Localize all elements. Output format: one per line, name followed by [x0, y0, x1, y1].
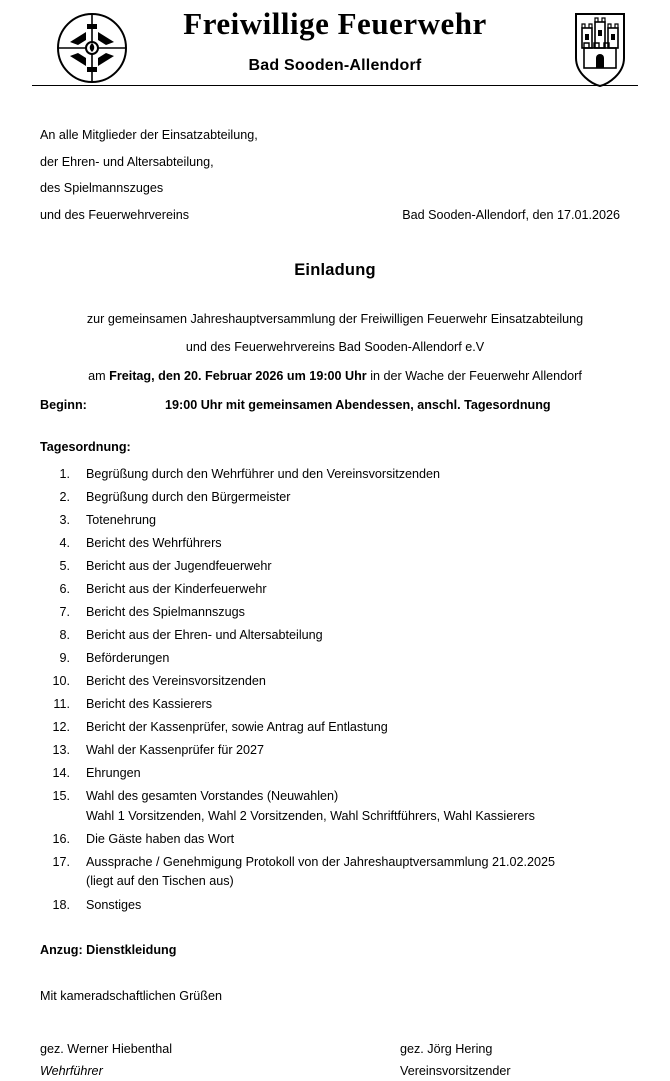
agenda-text: Totenehrung	[86, 513, 157, 528]
agenda-number: 11.	[53, 697, 70, 712]
document-page	[0, 6, 670, 1078]
place-and-date: Bad Sooden-Allendorf, den 17.01.2026	[402, 207, 620, 222]
recipient-line: der Ehren- und Altersabteilung,	[40, 154, 214, 169]
header-divider	[32, 85, 638, 86]
agenda-text: Bericht der Kassenprüfer, sowie Antrag auf Entlastung	[86, 720, 388, 735]
intro-block	[40, 310, 630, 387]
agenda-text: Begrüßung durch den Bürgermeister	[86, 490, 291, 505]
date-highlight: Freitag, den 20. Februar 2026 um 19:00 Uhr	[109, 368, 367, 383]
agenda-number: 5.	[59, 559, 70, 574]
start-time-label: Beginn:	[40, 398, 87, 413]
agenda-number: 4.	[59, 536, 70, 551]
document-heading: Einladung	[294, 261, 376, 280]
agenda-number: 10.	[52, 674, 70, 689]
agenda-number: 2.	[59, 490, 70, 505]
agenda-number: 12.	[52, 720, 70, 735]
agenda-number: 14.	[52, 766, 70, 781]
agenda-item	[40, 603, 630, 623]
organization-subtitle: Bad Sooden-Allendorf	[248, 56, 422, 74]
agenda-item	[40, 830, 630, 850]
agenda-number: 15.	[52, 789, 70, 804]
agenda-item	[40, 853, 630, 892]
letter-body	[40, 126, 630, 1081]
recipient-line: des Spielmannszuges	[40, 181, 164, 196]
agenda-item	[40, 511, 630, 531]
agenda-item	[40, 534, 630, 554]
agenda-item	[40, 787, 630, 826]
agenda-text: Aussprache / Genehmigung Protokoll von der Jahreshauptversammlung 21.02.2025	[86, 854, 556, 869]
start-time-row	[40, 396, 630, 416]
agenda-subtext: (liegt auf den Tischen aus)	[86, 874, 234, 889]
recipient-date-row	[40, 206, 630, 233]
letterhead	[32, 8, 638, 100]
agenda-item	[40, 626, 630, 646]
agenda-item	[40, 649, 630, 669]
fire-brigade-emblem-icon	[56, 12, 128, 84]
agenda-text: Begrüßung durch den Wehrführer und den Vereinsvorsitzenden	[86, 467, 441, 482]
organization-title: Freiwillige Feuerwehr	[183, 6, 487, 41]
agenda-item	[40, 672, 630, 692]
agenda-number: 7.	[59, 605, 70, 620]
agenda-number: 16.	[52, 831, 70, 846]
agenda-text: Bericht des Kassierers	[86, 697, 212, 712]
signature-left	[40, 1040, 400, 1081]
agenda-text-group	[86, 853, 630, 892]
agenda-item	[40, 896, 630, 916]
agenda-text: Bericht des Vereinsvorsitzenden	[86, 674, 266, 689]
signature-role: Wehrführer	[40, 1063, 103, 1078]
agenda-text: Bericht aus der Jugendfeuerwehr	[86, 559, 272, 574]
agenda-list	[40, 465, 630, 915]
signature-name: gez. Jörg Hering	[400, 1042, 493, 1057]
signature-right	[400, 1040, 630, 1081]
agenda-text: Bericht aus der Kinderfeuerwehr	[86, 582, 267, 597]
agenda-number: 17.	[52, 854, 70, 869]
start-time-value: 19:00 Uhr mit gemeinsamen Abendessen, anschl. Tagesordnung	[165, 398, 551, 413]
dress-code: Anzug: Dienstkleidung	[40, 943, 177, 958]
agenda-title: Tagesordnung:	[40, 439, 131, 454]
agenda-item	[40, 465, 630, 485]
agenda-text: Die Gäste haben das Wort	[86, 831, 235, 846]
agenda-text: Wahl der Kassenprüfer für 2027	[86, 743, 265, 758]
agenda-item	[40, 488, 630, 508]
agenda-item	[40, 580, 630, 600]
agenda-text: Wahl des gesamten Vorstandes (Neuwahlen)	[86, 789, 339, 804]
agenda-text: Sonstiges	[86, 897, 142, 912]
signature-block	[40, 1040, 630, 1081]
signature-name: gez. Werner Hiebenthal	[40, 1042, 173, 1057]
agenda-text: Bericht des Wehrführers	[86, 536, 222, 551]
agenda-number: 6.	[59, 582, 70, 597]
intro-line-1: zur gemeinsamen Jahreshauptversammlung der Freiwilligen Feuerwehr Einsatzabteilung	[86, 311, 584, 326]
agenda-text: Beförderungen	[86, 651, 170, 666]
agenda-text-group	[86, 787, 630, 826]
agenda-number: 13.	[52, 743, 70, 758]
agenda-item	[40, 695, 630, 715]
agenda-item	[40, 718, 630, 738]
agenda-number: 8.	[59, 628, 70, 643]
agenda-item	[40, 764, 630, 784]
agenda-number: 1.	[59, 467, 70, 482]
date-suffix: in der Wache der Feuerwehr Allendorf	[366, 368, 582, 383]
agenda-text: Bericht aus der Ehren- und Altersabteilung	[86, 628, 323, 643]
meeting-date-line	[40, 367, 630, 387]
agenda-text: Ehrungen	[86, 766, 141, 781]
agenda-item	[40, 741, 630, 761]
recipient-block	[40, 126, 630, 232]
signature-role: Vereinsvorsitzender	[400, 1063, 511, 1078]
recipient-line: und des Feuerwehrvereins	[40, 207, 190, 222]
agenda-item	[40, 557, 630, 577]
town-coat-of-arms-icon	[572, 10, 628, 90]
agenda-subtext: Wahl 1 Vorsitzenden, Wahl 2 Vorsitzenden, Wahl Schriftführers, Wahl Kassierers	[86, 808, 535, 823]
recipient-line: An alle Mitglieder der Einsatzabteilung,	[40, 128, 258, 142]
closing-greeting: Mit kameradschaftlichen Grüßen	[40, 988, 222, 1003]
agenda-text: Bericht des Spielmannszugs	[86, 605, 245, 620]
agenda-number: 9.	[59, 651, 70, 666]
date-prefix: am	[88, 368, 110, 383]
agenda-number: 18.	[52, 897, 70, 912]
intro-line-2: und des Feuerwehrvereins Bad Sooden-Allendorf e.V	[185, 340, 485, 355]
agenda-number: 3.	[59, 513, 70, 528]
